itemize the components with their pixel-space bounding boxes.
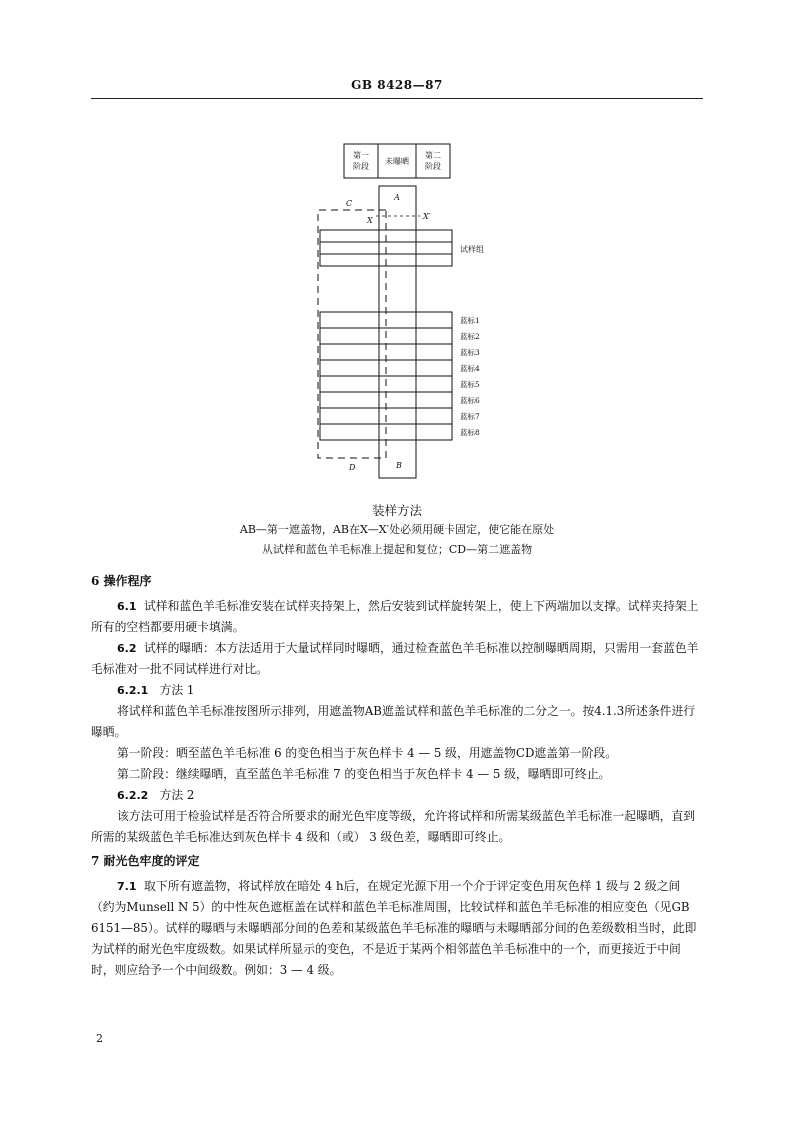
label-x-prime: X′	[423, 212, 431, 221]
clause-number: 7.1	[117, 880, 137, 893]
specimen-group-label: 试样组	[460, 245, 484, 254]
clause-number: 6.1	[117, 600, 137, 613]
label-b: B	[396, 461, 402, 470]
clause-title: 方法 2	[159, 788, 195, 802]
blue-standard-label: 蓝标1	[460, 316, 480, 325]
box-stage-one-label-2: 阶段	[353, 162, 369, 171]
section-6-heading: 6 操作程序	[91, 574, 152, 588]
blue-standard-label: 蓝标2	[460, 332, 480, 341]
document-header-code: GB 8428—87	[351, 78, 443, 92]
paragraph-6-2	[91, 638, 703, 680]
figure-caption-line-2: 从试样和蓝色羊毛标准上提起和复位；CD—第二遮盖物	[261, 543, 533, 556]
paragraph-text: 试样和蓝色羊毛标准安装在试样夹持架上，然后安装到试样旋转架上，使上下两端加以支撑。试样夹持架上所有的空档都要用硬卡填满。	[91, 599, 699, 634]
box-stage-two	[416, 144, 450, 178]
blue-standard-label: 蓝标5	[460, 380, 480, 389]
label-d: D	[349, 463, 356, 472]
figure-caption-line-1: AB—第一遮盖物，AB在X—X′处必须用硬卡固定，使它能在原处	[239, 523, 555, 536]
label-a: A	[394, 193, 400, 202]
figure-title: 装样方法	[371, 503, 422, 518]
paragraph-6-2-1-b: 第一阶段：晒至蓝色羊毛标准 6 的变色相当于灰色样卡 4 — 5 级，用遮盖物CD遮盖第一阶段。	[117, 746, 617, 760]
box-stage-two-label-2: 阶段	[425, 162, 441, 171]
clause-title: 方法 1	[159, 683, 195, 697]
page-number: 2	[96, 1032, 103, 1045]
box-stage-one-label-1: 第一	[353, 151, 369, 160]
paragraph-text: 试样的曝晒：本方法适用于大量试样同时曝晒，通过检查蓝色羊毛标准以控制曝晒周期，只需用一套蓝色羊毛标准对一批不同试样进行对比。	[91, 641, 699, 676]
specimen-mounting-diagram	[300, 140, 560, 480]
box-stage-two-label-1: 第二	[425, 151, 441, 160]
blue-standard-label: 蓝标3	[460, 348, 480, 357]
blue-standard-label: 蓝标4	[460, 364, 480, 373]
paragraph-6-2-1-c: 第二阶段：继续曝晒，直至蓝色羊毛标准 7 的变色相当于灰色样卡 4 — 5 级，曝晒即可终止。	[117, 767, 611, 781]
paragraph-6-2-2: 该方法可用于检验试样是否符合所要求的耐光色牢度等级，允许将试样和所需某级蓝色羊毛标准一起曝晒，直到所需的某级蓝色羊毛标准达到灰色样卡 4 级和（或） 3 级色差，曝晒即可终止。	[91, 809, 696, 844]
clause-6-2-1-heading	[91, 680, 703, 701]
section-7-heading: 7 耐光色牢度的评定	[91, 854, 200, 868]
clause-6-2-2-heading	[91, 785, 703, 806]
paragraph-text: 取下所有遮盖物，将试样放在暗处 4 h后，在规定光源下用一个介于评定变色用灰色样 1 级与 2 级之间（约为Munsell N 5）的中性灰色遮框盖在试样和蓝色羊毛标准周围，比较试样和蓝色羊毛标准的相应变色（见GB 6151—85）。试样的曝晒与未曝晒部分间的色差和某级蓝色羊毛标准的曝晒与未曝晒部分间的色差级数相当时，此即为试样的耐光色牢度级数。如果试样所显示的变色，不是近于某两个相邻蓝色羊毛标准中的一个，而更接近于中间时，则应给予一个中间级数。例如：3 — 4 级。	[91, 879, 697, 977]
paragraph-7-1	[91, 876, 703, 981]
header-rule	[91, 98, 703, 99]
clause-number: 6.2	[117, 642, 137, 655]
clause-number: 6.2.1	[117, 684, 149, 697]
label-c: C	[346, 199, 353, 208]
box-unexposed-label: 未曝晒	[385, 157, 409, 166]
paragraph-6-1	[91, 596, 703, 638]
box-stage-one	[344, 144, 378, 178]
cover-cd	[318, 210, 386, 458]
clause-number: 6.2.2	[117, 789, 149, 802]
label-x: X	[367, 216, 373, 225]
blue-standard-label: 蓝标7	[460, 412, 480, 421]
blue-standard-label: 蓝标8	[460, 428, 480, 437]
blue-wool-standards	[320, 312, 480, 440]
paragraph-6-2-1-a: 将试样和蓝色羊毛标准按图所示排列，用遮盖物AB遮盖试样和蓝色羊毛标准的二分之一。按4.1.3所述条件进行曝晒。	[91, 704, 696, 739]
blue-standard-label: 蓝标6	[460, 396, 480, 405]
